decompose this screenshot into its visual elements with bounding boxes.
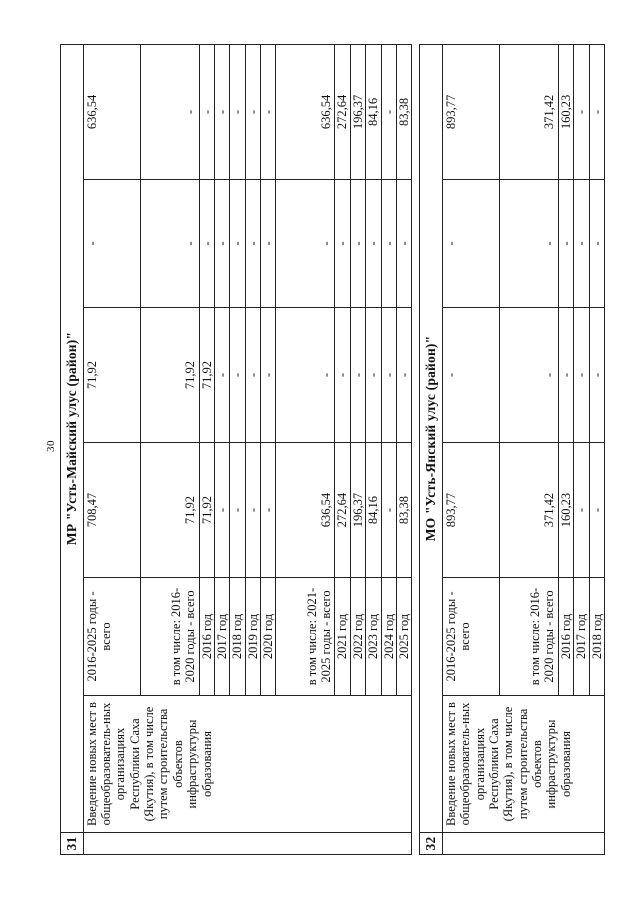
period-cell: 2016-2025 годы - всего	[83, 578, 140, 696]
value-cell-1: -	[381, 308, 396, 443]
value-cell-3: -	[574, 44, 589, 179]
value-cell-1: -	[574, 308, 589, 443]
section-heading-row	[420, 44, 443, 854]
row-number-blank	[442, 833, 604, 855]
value-cell-2: -	[261, 180, 276, 308]
value-cell-2: -	[83, 180, 140, 308]
value-cell-3: 196,37	[350, 44, 365, 179]
period-cell: 2019 год	[245, 578, 260, 696]
value-cell-2: -	[350, 180, 365, 308]
value-cell-2: -	[230, 180, 245, 308]
value-cell-2: -	[381, 180, 396, 308]
total-cell: 636,54	[276, 443, 335, 578]
period-cell: 2017 год	[574, 578, 589, 696]
value-cell-1: -	[276, 308, 335, 443]
total-cell: 71,92	[199, 443, 214, 578]
value-cell-3: 371,42	[499, 44, 558, 179]
value-cell-1: -	[558, 308, 573, 443]
rotated-page	[60, 45, 620, 855]
period-cell: 2021 год	[335, 578, 350, 696]
period-cell: в том числе: 2016-2020 годы - всего	[140, 578, 199, 696]
value-cell-1: -	[230, 308, 245, 443]
value-cell-3: -	[140, 44, 199, 179]
period-cell: 2016 год	[558, 578, 573, 696]
total-cell: -	[261, 443, 276, 578]
period-cell: 2020 год	[261, 578, 276, 696]
total-cell: 71,92	[140, 443, 199, 578]
period-cell: 2022 год	[350, 578, 365, 696]
table-row	[83, 44, 140, 854]
value-cell-3: -	[230, 44, 245, 179]
value-cell-2: -	[366, 180, 381, 308]
value-cell-3: -	[261, 44, 276, 179]
row-number: 31	[61, 833, 84, 855]
value-cell-2: -	[276, 180, 335, 308]
value-cell-1: -	[499, 308, 558, 443]
value-cell-2: -	[140, 180, 199, 308]
total-cell: -	[245, 443, 260, 578]
section-heading: МР "Усть-Майский улус (район)"	[61, 44, 84, 832]
value-cell-2: -	[335, 180, 350, 308]
value-cell-2: -	[442, 180, 499, 308]
total-cell: -	[230, 443, 245, 578]
value-cell-1: 71,92	[140, 308, 199, 443]
total-cell: 196,37	[350, 443, 365, 578]
section-gap	[412, 44, 420, 854]
total-cell: 160,23	[558, 443, 573, 578]
table-row	[442, 44, 499, 854]
value-cell-1: -	[350, 308, 365, 443]
value-cell-3: -	[199, 44, 214, 179]
value-cell-3: 893,77	[442, 44, 499, 179]
value-cell-3: 160,23	[558, 44, 573, 179]
row-number-blank	[83, 833, 412, 855]
total-cell: 893,77	[442, 443, 499, 578]
budget-table	[60, 44, 605, 855]
value-cell-2: -	[589, 180, 604, 308]
period-cell: 2016 год	[199, 578, 214, 696]
section-heading-row	[61, 44, 84, 854]
value-cell-2: -	[558, 180, 573, 308]
period-cell: 2018 год	[589, 578, 604, 696]
measure-description: Введение новых мест в общеобразователь-ных организациях Республики Саха (Якутия), в том числе путем строительства объектов инфраструктуры образования	[442, 696, 604, 833]
value-cell-1: 71,92	[83, 308, 140, 443]
period-cell: 2016-2025 годы - всего	[442, 578, 499, 696]
total-cell: 272,64	[335, 443, 350, 578]
value-cell-3: 83,38	[396, 44, 411, 179]
value-cell-2: -	[199, 180, 214, 308]
value-cell-1: -	[396, 308, 411, 443]
total-cell: -	[214, 443, 229, 578]
value-cell-1: -	[335, 308, 350, 443]
total-cell: 371,42	[499, 443, 558, 578]
period-cell: 2024 год	[381, 578, 396, 696]
total-cell: 83,38	[396, 443, 411, 578]
section-heading: МО "Усть-Янский улус (район)"	[420, 44, 443, 832]
period-cell: 2018 год	[230, 578, 245, 696]
total-cell: -	[589, 443, 604, 578]
period-cell: 2017 год	[214, 578, 229, 696]
measure-description: Введение новых мест в общеобразователь-ных организациях Республики Саха (Якутия), в том числе путем строительства объектов инфраструктуры образования	[83, 696, 412, 833]
value-cell-1: -	[245, 308, 260, 443]
value-cell-1: -	[589, 308, 604, 443]
value-cell-1: -	[442, 308, 499, 443]
value-cell-3: -	[381, 44, 396, 179]
value-cell-3: 636,54	[83, 44, 140, 179]
period-cell: 2023 год	[366, 578, 381, 696]
total-cell: 84,16	[366, 443, 381, 578]
value-cell-2: -	[499, 180, 558, 308]
row-number: 32	[420, 833, 443, 855]
period-cell: в том числе: 2021-2025 годы - всего	[276, 578, 335, 696]
value-cell-1: -	[214, 308, 229, 443]
value-cell-3: -	[214, 44, 229, 179]
total-cell: 708,47	[83, 443, 140, 578]
value-cell-1: 71,92	[199, 308, 214, 443]
page-number: 30	[45, 440, 57, 452]
value-cell-1: -	[366, 308, 381, 443]
table-body	[61, 44, 605, 854]
value-cell-3: 636,54	[276, 44, 335, 179]
value-cell-3: 84,16	[366, 44, 381, 179]
period-cell: 2025 год	[396, 578, 411, 696]
value-cell-2: -	[574, 180, 589, 308]
value-cell-2: -	[214, 180, 229, 308]
total-cell: -	[381, 443, 396, 578]
value-cell-3: -	[589, 44, 604, 179]
value-cell-2: -	[245, 180, 260, 308]
total-cell: -	[574, 443, 589, 578]
value-cell-1: -	[261, 308, 276, 443]
period-cell: в том числе: 2016-2020 годы - всего	[499, 578, 558, 696]
value-cell-3: 272,64	[335, 44, 350, 179]
value-cell-3: -	[245, 44, 260, 179]
value-cell-2: -	[396, 180, 411, 308]
